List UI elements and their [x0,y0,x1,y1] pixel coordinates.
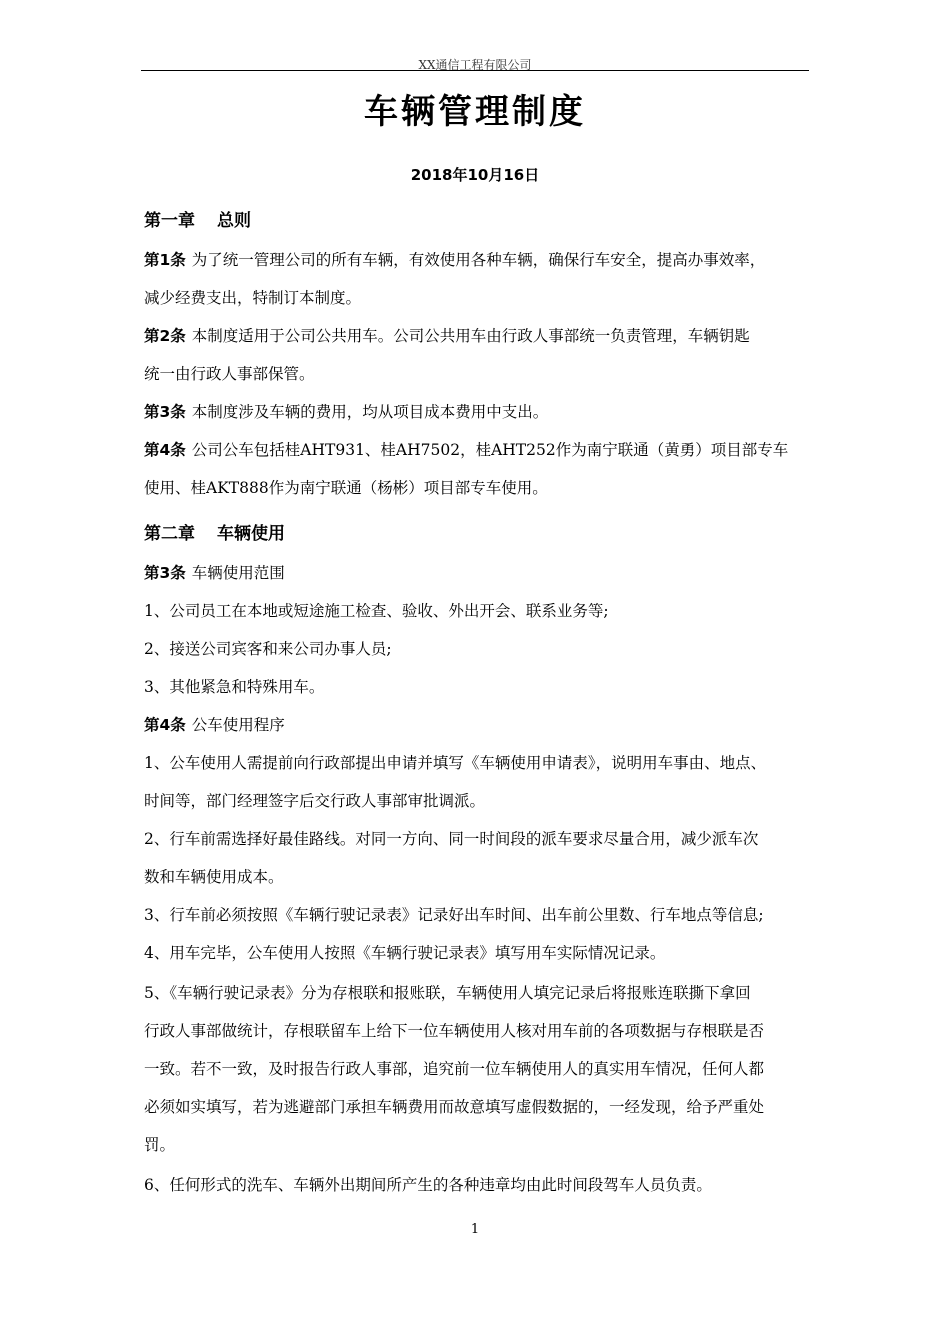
procedure-line: 6、任何形式的洗车、车辆外出期间所产生的各种违章均由此时间段驾车人员负责。 [144,1176,712,1194]
article-3 [144,402,548,422]
scope-item: 2、接送公司宾客和来公司办事人员; [144,640,392,658]
article-text: 公车使用程序 [191,716,285,734]
procedure-line: 数和车辆使用成本。 [144,868,284,886]
article-text: 本制度适用于公司公共用车。公司公共用车由行政人事部统一负责管理，车辆钥匙 [191,327,750,345]
procedure-line: 2、行车前需选择好最佳路线。对同一方向、同一时间段的派车要求尽量合用，减少派车次 [144,830,759,848]
chapter-2-article-3 [144,563,285,583]
article-1-continued: 减少经费支出，特制订本制度。 [144,289,362,307]
chapter-1-name: 总则 [217,211,251,231]
chapter-1-heading [144,206,251,231]
article-text: 本制度涉及车辆的费用，均从项目成本费用中支出。 [191,403,549,421]
article-text: 车辆使用范围 [191,564,285,582]
procedure-line: 4、用车完毕，公车使用人按照《车辆行驶记录表》填写用车实际情况记录。 [144,944,666,962]
article-label: 第4条 [144,441,186,459]
article-label: 第2条 [144,327,186,345]
procedure-line: 5、《车辆行驶记录表》分为存根联和报账联，车辆使用人填完记录后将报账连联撕下拿回 [144,984,751,1002]
article-text: 公司公车包括桂AHT931、桂AH7502，桂AHT252作为南宁联通（黄勇）项目部专车 [191,441,789,459]
page-number: 1 [470,1222,480,1237]
chapter-1-number: 第一章 [144,211,195,231]
article-1 [144,250,765,270]
chapter-2-heading [144,519,285,544]
chapter-2-number: 第二章 [144,524,195,544]
header-rule [141,70,809,71]
procedure-line: 1、公车使用人需提前向行政部提出申请并填写《车辆使用申请表》，说明用车事由、地点、 [144,754,767,772]
article-label: 第1条 [144,251,186,269]
procedure-line: 必须如实填写，若为逃避部门承担车辆费用而故意填写虚假数据的，一经发现，给予严重处 [144,1098,765,1116]
chapter-2-article-4 [144,715,285,735]
chapter-2-name: 车辆使用 [217,524,285,544]
article-label: 第4条 [144,716,186,734]
procedure-line: 罚。 [144,1136,176,1154]
article-4 [144,440,788,460]
procedure-line: 行政人事部做统计，存根联留车上给下一位车辆使用人核对用车前的各项数据与存根联是否 [144,1022,765,1040]
document-date: 2018年10月16日 [410,166,540,184]
page-header: XX通信工程有限公司 [418,58,532,72]
scope-item: 3、其他紧急和特殊用车。 [144,678,325,696]
procedure-line: 时间等，部门经理签字后交行政人事部审批调派。 [144,792,486,810]
procedure-line: 一致。若不一致，及时报告行政人事部，追究前一位车辆使用人的真实用车情况，任何人都 [144,1060,765,1078]
document-title: 车辆管理制度 [364,92,586,132]
scope-item: 1、公司员工在本地或短途施工检查、验收、外出开会、联系业务等; [144,602,609,620]
article-4-continued: 使用、桂AKT888作为南宁联通（杨彬）项目部专车使用。 [144,479,548,497]
article-text: 为了统一管理公司的所有车辆，有效使用各种车辆，确保行车安全，提高办事效率， [191,251,766,269]
article-label: 第3条 [144,564,186,582]
article-2-continued: 统一由行政人事部保管。 [144,365,315,383]
article-label: 第3条 [144,403,186,421]
procedure-line: 3、行车前必须按照《车辆行驶记录表》记录好出车时间、出车前公里数、行车地点等信息; [144,906,764,924]
article-2 [144,326,750,346]
